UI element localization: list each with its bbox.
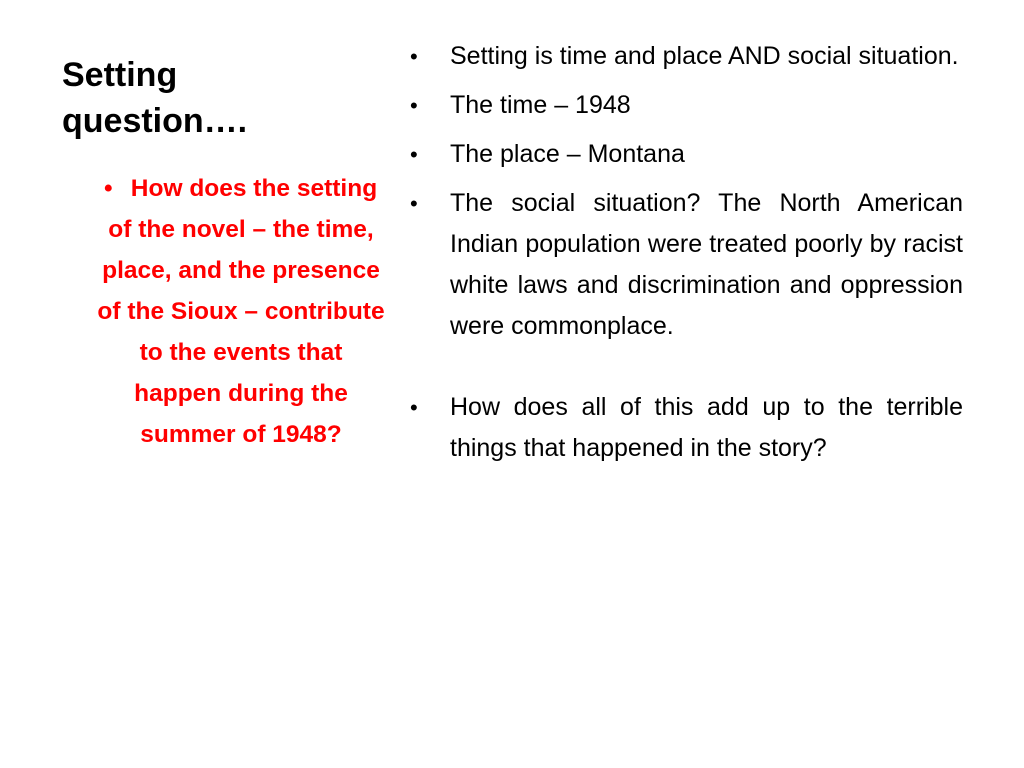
bullet-text: The place – Montana bbox=[450, 140, 685, 168]
bullet-item bbox=[408, 85, 963, 126]
bullet-item bbox=[408, 36, 963, 77]
bullet-text: The time – 1948 bbox=[450, 91, 631, 119]
bullet-icon: • bbox=[410, 93, 418, 118]
bullet-text: The social situation? The North American Indian population were treated poorly by racist white laws and discrimination and oppression were commonplace. bbox=[450, 189, 963, 340]
bullet-icon: • bbox=[410, 44, 418, 69]
bullet-text: Setting is time and place AND social situation. bbox=[450, 42, 959, 70]
bullet-item bbox=[408, 387, 963, 469]
bullet-icon: • bbox=[410, 142, 418, 167]
bullet-icon: • bbox=[410, 191, 418, 216]
bullet-icon: • bbox=[104, 175, 113, 202]
bullet-item bbox=[408, 134, 963, 175]
bullet-item bbox=[408, 183, 963, 347]
question-text: How does the setting of the novel – the time, place, and the presence of the Sioux – contribute to the events that happen during the summer of 1948? bbox=[97, 175, 385, 448]
question-list bbox=[96, 168, 386, 455]
question-item bbox=[96, 168, 386, 455]
bullet-text: How does all of this add up to the terrible things that happened in the story? bbox=[450, 393, 963, 462]
bullet-icon: • bbox=[410, 395, 418, 420]
setting-bullet-list bbox=[408, 36, 963, 477]
slide-title: Setting question…. bbox=[62, 56, 248, 140]
